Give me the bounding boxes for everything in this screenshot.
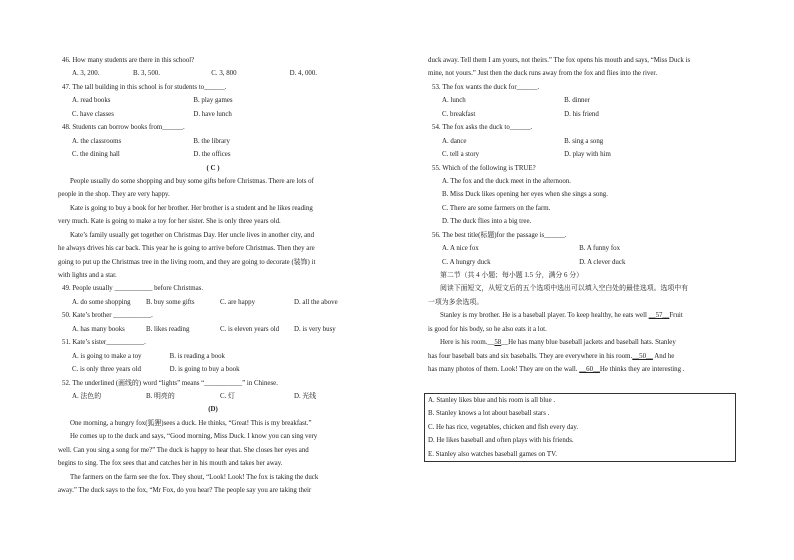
q49-blank: ___________	[114, 285, 153, 293]
cloze-text: He thinks they are interesting .	[599, 366, 685, 374]
passage-c-line: very much. Kate is going to make a toy for her sister. She is only three years old.	[58, 218, 281, 226]
option: B. is reading a book	[169, 352, 225, 360]
q53-options-row2	[428, 108, 740, 121]
q56-options-row2	[428, 256, 740, 269]
cloze-line	[428, 350, 740, 363]
option: D. have lunch	[193, 110, 232, 118]
box-option: D. He likes baseball and often plays with his friends.	[428, 437, 574, 445]
cloze-blank-60: __60__	[579, 366, 600, 374]
passage-d-line: away.” The duck says to the fox, “Mr Fox, do you hear? The people say you are taking their	[58, 487, 312, 494]
option: C. breakfast	[442, 110, 476, 118]
option: D. play with him	[564, 151, 611, 159]
box-option: B. Stanley knows a lot about baseball stars .	[428, 410, 550, 418]
q55-option: A. The fox and the duck meet in the afternoon.	[442, 177, 572, 185]
option: A. read books	[72, 97, 111, 105]
option: B. sing a song	[564, 137, 604, 145]
q50-stem: 50. Kate’s brother ___________.	[62, 312, 153, 320]
q55-stem: 55. Which of the following is TRUE?	[432, 164, 536, 172]
option: A. 法色的	[72, 392, 102, 400]
q51-options-row1	[58, 350, 368, 363]
cloze-options-box	[424, 393, 736, 462]
right-column	[428, 54, 740, 377]
option: D. all the above	[294, 298, 338, 306]
option: C. 3, 800	[211, 70, 237, 78]
passage-c-line: he always drives his car back. This year he is going to arrive before Christmas. Then they are	[58, 245, 315, 253]
passage-d-line: He comes up to the duck and says, “Good morning, Miss Duck. I know you can sing very	[70, 433, 318, 441]
option: B. A funny fox	[579, 245, 621, 253]
cloze-text: Here is his room.__	[440, 339, 495, 347]
q52-stem: 52. The underlined (画线的) word “lights” means “___________” in Chinese.	[62, 379, 278, 387]
q53-stem: 53. The fox wants the duck for______.	[432, 83, 540, 91]
q48-stem: 48. Students can borrow books from______.	[62, 124, 185, 132]
q53-options-row1	[428, 94, 740, 107]
option: D. 光线	[294, 392, 317, 400]
option: C. 灯	[220, 392, 235, 400]
passage-d-line: One morning, a hungry fox(狐狸)sees a duck. He thinks, “Great! This is my breakfast.”	[70, 419, 312, 427]
q49-stem-b: before Christmas.	[152, 285, 204, 293]
cloze-line	[428, 323, 740, 336]
q47-stem: 47. The tall building in this school is for students to______.	[62, 83, 227, 91]
passage-c-line: Kate’s family usually get together on Christmas Day. Her uncle lives in another city, and	[70, 231, 315, 239]
option: B. 3, 500.	[132, 70, 160, 78]
q54-options-row2	[428, 148, 740, 161]
q55-option: B. Miss Duck likes opening her eyes when she sings a song.	[442, 191, 608, 199]
option: C. A hungry duck	[442, 258, 491, 266]
passage-d-cont: duck away. Tell them I am yours, not theirs.” The fox opens his mouth and says, “Miss Duck is	[428, 57, 691, 64]
q52-options	[58, 390, 368, 403]
cloze-line	[428, 336, 740, 349]
option: C. the dining hall	[72, 151, 120, 159]
option: A. has many books	[72, 325, 125, 333]
option: A. is going to make a toy	[72, 352, 142, 360]
q50-options	[58, 323, 368, 336]
q47-options-row2	[58, 108, 368, 121]
cloze-blank-57: __57__	[648, 312, 670, 320]
option: B. 明亮的	[146, 392, 175, 400]
box-option: E. Stanley also watches baseball games on TV.	[428, 450, 557, 458]
cloze-text: has four baseball bats and six baseballs. They are everywhere in his room.	[428, 352, 633, 360]
section-d-heading: (D)	[208, 406, 218, 414]
option: D. the offices	[193, 151, 231, 159]
option: A. lunch	[442, 97, 466, 105]
option: B. buy some gifts	[146, 298, 195, 306]
q56-options-row1	[428, 242, 740, 255]
passage-c-line: Kate is going to buy a book for her brother. Her brother is a student and he likes reading	[70, 204, 313, 212]
passage-c-line: People usually do some shopping and buy some gifts before Christmas. There are lots of	[70, 177, 314, 185]
option: A. the classrooms	[72, 137, 122, 145]
passage-d-line: The farmers on the farm see the fox. They shout, “Look! Look! The fox is taking the duck	[70, 473, 319, 481]
q46-options	[58, 67, 368, 80]
q56-stem: 56. The best title(标题)for the passage is______.	[432, 231, 567, 239]
option: A. 3, 200.	[72, 70, 100, 78]
q48-options-row2	[58, 148, 368, 161]
section-c-heading: ( C )	[206, 164, 220, 172]
cloze-blank-59: __50__	[632, 352, 653, 360]
option: C. are happy	[220, 298, 256, 306]
q47-options-row1	[58, 94, 368, 107]
section2-heading: 第二节（共 4 小题；每小题 1.5 分，满分 6 分）	[440, 272, 583, 279]
box-option: C. He has rice, vegetables, chicken and fish every day.	[428, 423, 579, 431]
option: D. is very busy	[294, 325, 336, 333]
option: A. do some shopping	[72, 298, 131, 306]
cloze-text: has many photos of them. Look! They are on the wall.	[428, 366, 580, 374]
option: A. A nice fox	[442, 245, 479, 253]
option: C. is eleven years old	[220, 325, 280, 333]
cloze-text: __He has many blue baseball jackets and baseball hats. Stanley	[501, 339, 676, 347]
q51-stem: 51. Kate’s sister___________.	[62, 339, 146, 347]
q49-options	[58, 296, 368, 309]
q48-options-row1	[58, 135, 368, 148]
cloze-line	[428, 309, 740, 322]
cloze-text: is good for his body, so he also eats it a lot.	[428, 325, 547, 333]
q49-stem	[58, 282, 368, 295]
option: C. is only three years old	[72, 366, 141, 374]
q54-options-row1	[428, 135, 740, 148]
option: D. 4, 000.	[289, 70, 318, 78]
box-option: A. Stanley likes blue and his room is all blue .	[428, 397, 556, 404]
q51-options-row2	[58, 363, 368, 376]
passage-c-line: with lights and a star.	[58, 272, 117, 279]
passage-d-line: well. Can you sing a song for me?” The duck is happy to hear that. She closes her eyes and	[58, 446, 309, 454]
q46-stem: 46. How many students are there in this school?	[62, 57, 195, 64]
option: C. have classes	[72, 110, 114, 118]
option: C. tell a story	[442, 151, 480, 159]
cloze-text: Stanley is my brother. He is a baseball player. To keep healthy, he eats well	[440, 312, 649, 320]
section2-instructions-cont: 一项为多余选项。	[428, 298, 484, 306]
cloze-text: Fruit	[669, 312, 683, 320]
option: A. dance	[442, 137, 467, 145]
cloze-line	[428, 363, 740, 376]
cloze-text: And he	[652, 352, 675, 360]
passage-c-line: people in the shop. They are very happy.	[58, 191, 170, 199]
option: B. play games	[193, 97, 233, 105]
option: D. is going to buy a book	[169, 366, 240, 374]
q55-option: C. There are some farmers on the farm.	[442, 204, 551, 212]
q54-stem: 54. The fox asks the duck to______.	[432, 124, 533, 132]
section2-instructions: 阅读下面短文，从短文后的五个选项中选出可以填入空白处的最佳选项。选项中有	[440, 285, 689, 293]
left-column	[58, 54, 368, 497]
option: B. dinner	[564, 97, 590, 105]
option: B. likes reading	[146, 325, 190, 333]
q49-stem-a: 49. People usually	[62, 285, 115, 293]
passage-d-line: begins to sing. The fox sees that and catches her in his mouth and takes her away.	[58, 460, 283, 468]
cloze-blank-58: 58	[494, 339, 502, 347]
q55-option: D. The duck flies into a big tree.	[442, 218, 532, 226]
option: D. A clever duck	[579, 258, 626, 266]
passage-c-line: going to put up the Christmas tree in the living room, and they are going to decorate (装饰) it	[58, 258, 316, 266]
passage-d-cont: mine, not yours.” Just then the duck runs away from the fox and flies into the river.	[428, 70, 658, 78]
option: D. his friend	[564, 110, 599, 118]
option: B. the library	[193, 137, 230, 145]
